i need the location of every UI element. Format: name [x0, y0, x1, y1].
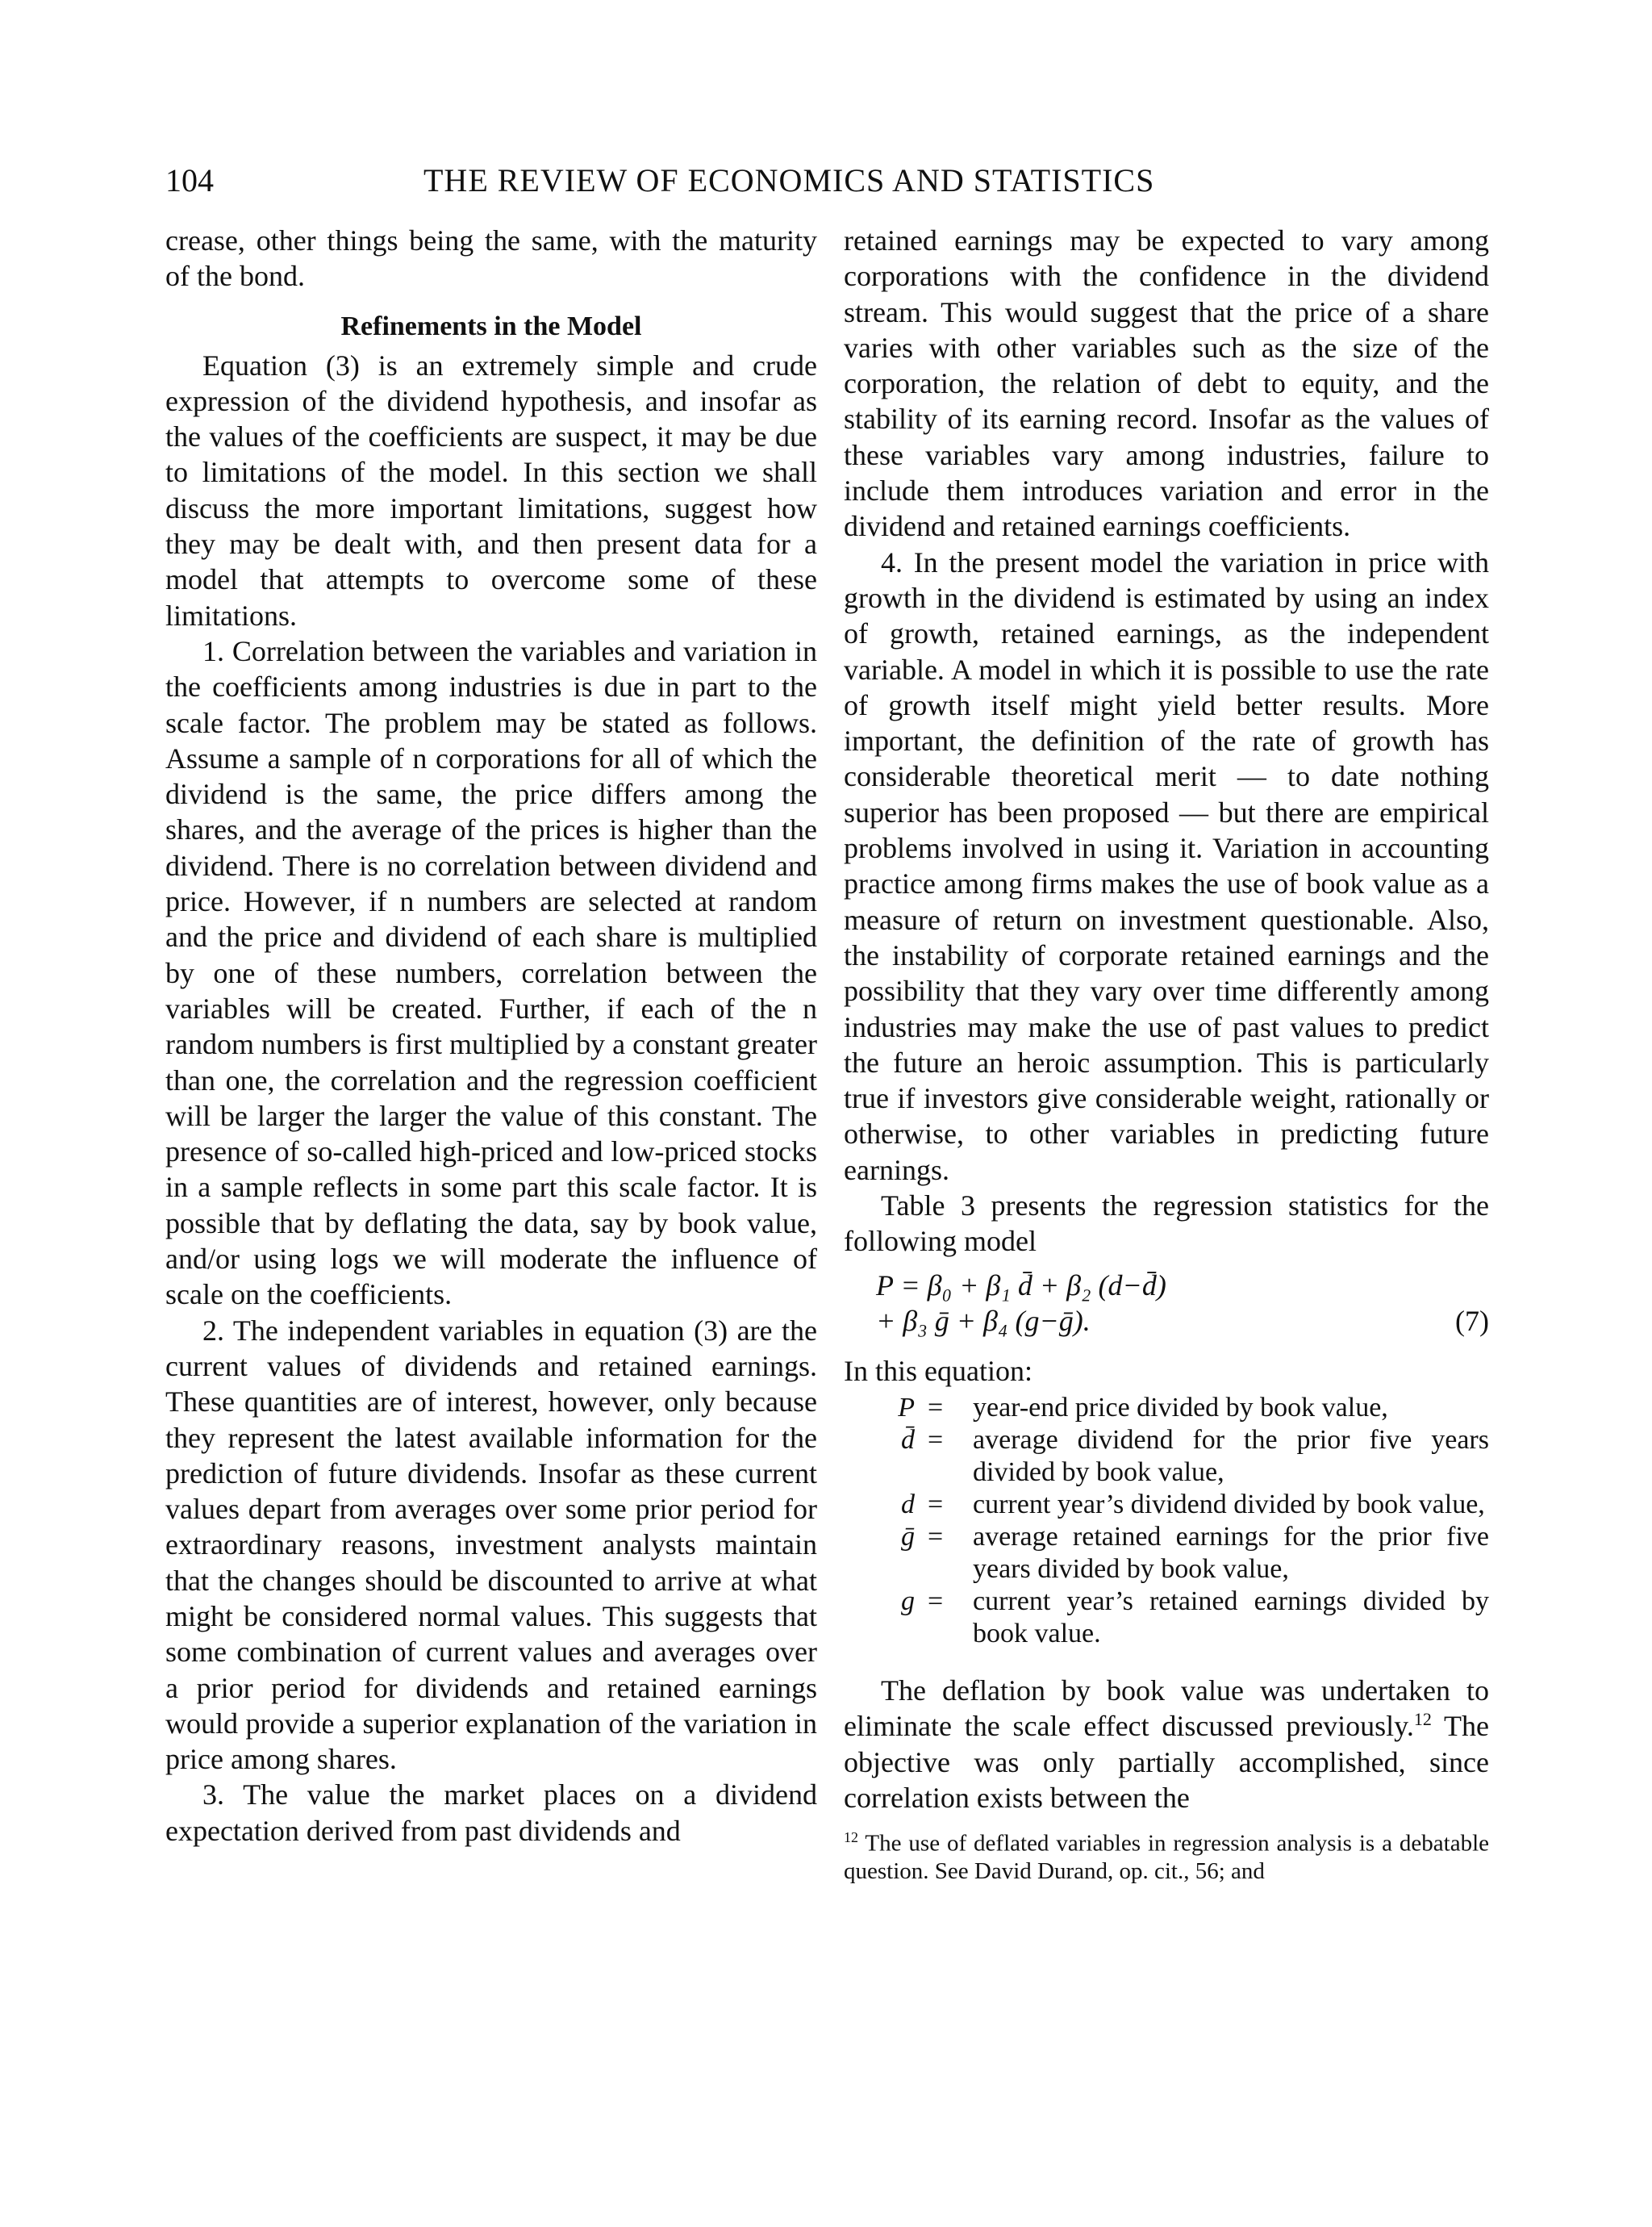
deflation-text-a: The deflation by book value was undertaken to eliminate the scale effect discussed previously. — [844, 1673, 1489, 1743]
deflation-text-b: The objective was only partially accomplished, since correlation exists between the — [844, 1710, 1489, 1814]
equation-line-2: + β₃ ḡ + β₄ (g−ḡ). — [876, 1304, 1091, 1337]
definition-text: average dividend for the prior five years divided by book value, — [973, 1424, 1489, 1487]
equals-sign: = — [928, 1521, 944, 1552]
equals-sign: = — [928, 1392, 944, 1423]
equation-7 — [844, 1268, 1489, 1345]
definition-text: current year’s dividend divided by book value, — [973, 1489, 1485, 1519]
definition-item — [844, 1424, 1489, 1489]
paragraph-item-2: 2. The independent variables in equation (3) are the current values of dividends and retained earnings. These quantities are of interest, however, only because they represent the latest available information for the prediction of future dividends. Insofar as these current values depart from averages over some prior period for extraordinary reasons, investment analysts maintain that the changes should be discounted to arrive at what might be considered normal values. This suggests that some combination of current values and averages over a prior period for dividends and retained earnings would provide a superior explanation of the variation in price among shares. — [165, 1314, 817, 1776]
paragraph-refinements: Equation (3) is an extremely simple and crude expression of the dividend hypothesis, and insofar as the values of the coefficients are suspect, it may be due to limitations of the model. In this section we shall discuss the more important limitations, suggest how they may be dealt with, and then present data for a model that attempts to overcome some of these limitations. — [165, 349, 817, 632]
variable-definitions — [844, 1392, 1489, 1650]
paragraph-item-3: 3. The value the market places on a dividend expectation derived from past dividends and — [165, 1778, 817, 1847]
definition-symbol: g — [901, 1586, 915, 1616]
definition-text: average retained earnings for the prior five years divided by book value, — [973, 1521, 1489, 1584]
definition-item — [844, 1392, 1489, 1424]
left-column — [165, 223, 817, 1849]
footnote-text: The use of deflated variables in regression analysis is a debatable question. See David Durand, op. cit., 56; and — [844, 1830, 1489, 1884]
definition-symbol: d — [901, 1489, 915, 1519]
paragraph-in-this-equation: In this equation: — [844, 1354, 1032, 1387]
continuation-paragraph: crease, other things being the same, with the maturity of the bond. — [165, 224, 817, 293]
footnote-number: 12 — [844, 1829, 858, 1846]
equation-number: (7) — [1455, 1304, 1489, 1337]
definition-text: year-end price divided by book value, — [973, 1392, 1388, 1423]
equals-sign: = — [928, 1424, 944, 1455]
equals-sign: = — [928, 1586, 944, 1616]
page-number: 104 — [165, 162, 214, 198]
footnote-reference[interactable]: 12 — [1413, 1709, 1432, 1730]
definition-item — [844, 1489, 1489, 1521]
paragraph-item-4: 4. In the present model the variation in price with growth in the dividend is estimated by using an index of growth, retained earnings, as the independent variable. A model in which it is possible to use the rate of growth itself might yield better results. More important, the definition of the rate of growth has considerable theoretical merit — to date nothing superior has been proposed — but there are empirical problems involved in using it. Variation in accounting practice among firms makes the use of book value as a measure of return on investment questionable. Also, the instability of corporate retained earnings and the possibility that they vary over time differently among industries may make the use of past values to predict the future an heroic assumption. This is particularly true if investors give considerable weight, rationally or otherwise, to other variables in predicting future earnings. — [844, 545, 1489, 1186]
journal-title: THE REVIEW OF ECONOMICS AND STATISTICS — [423, 162, 1155, 198]
definition-item — [844, 1586, 1489, 1650]
definition-symbol: ḡ — [901, 1521, 915, 1552]
definition-symbol: d̄ — [901, 1424, 915, 1455]
definition-symbol: P — [898, 1392, 915, 1423]
footnote — [844, 1824, 1489, 1885]
equation-line-1: P = β₀ + β₁ d̄ + β₂ (d−d̄) — [876, 1268, 1166, 1302]
paragraph-item-3-continued: retained earnings may be expected to vary among corporations with the confidence in the dividend stream. This would suggest that the price of a share varies with other variables such as the size of the corporation, the relation of debt to equity, and the stability of its earning record. Insofar as the values of these variables vary among industries, failure to include them introduces variation and error in the dividend and retained earnings coefficients. — [844, 224, 1489, 543]
definition-item — [844, 1521, 1489, 1586]
paragraph-table-3-intro: Table 3 presents the regression statistics for the following model — [844, 1189, 1489, 1258]
section-heading: Refinements in the Model — [340, 311, 642, 341]
paragraph-item-1: 1. Correlation between the variables and variation in the coefficients among industries is due in part to the scale factor. The problem may be stated as follows. Assume a sample of n corporations for all of which the dividend is the same, the price differs among the shares, and the average of the prices is higher than the dividend. There is no correlation between dividend and price. However, if n numbers are selected at random and the price and dividend of each share is multiplied by one of these numbers, correlation between the variables will be created. Further, if each of the n random numbers is first multiplied by a constant greater than one, the correlation and the regression coefficient will be larger the larger the value of this constant. The presence of so-called high-priced and low-priced stocks in a sample reflects in some part this scale factor. It is possible that by deflating the data, say by book value, and/or using logs we will moderate the influence of scale on the coefficients. — [165, 634, 817, 1311]
definition-text: current year’s retained earnings divided by book value. — [973, 1586, 1489, 1648]
right-column — [844, 223, 1489, 1885]
running-header — [165, 161, 1488, 202]
paragraph-deflation — [844, 1673, 1489, 1815]
equals-sign: = — [928, 1489, 944, 1519]
